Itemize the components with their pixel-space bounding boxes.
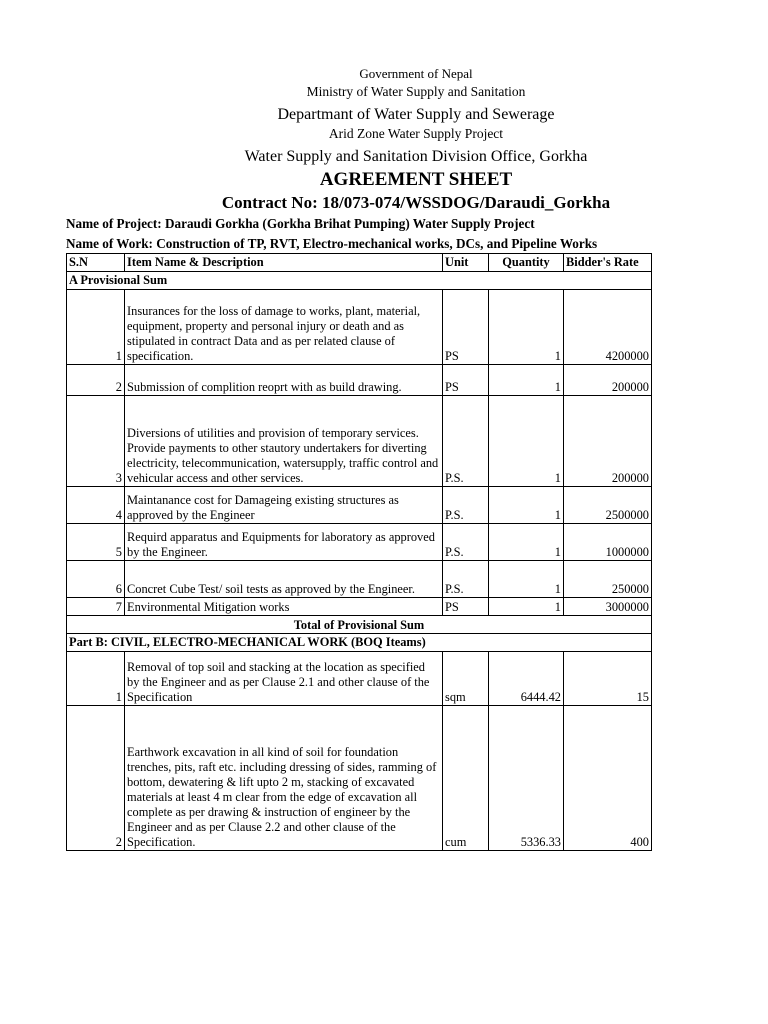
quantity-cell: 1 — [489, 365, 564, 396]
unit-cell: P.S. — [443, 561, 489, 598]
rate-cell: 3000000 — [564, 598, 652, 616]
description-cell: Maintanance cost for Damageing existing structures as approved by the Engineer — [125, 487, 443, 524]
sn-cell: 1 — [67, 652, 125, 706]
table-row — [67, 487, 652, 524]
unit-cell: sqm — [443, 652, 489, 706]
sn-cell: 1 — [67, 290, 125, 365]
sn-cell: 5 — [67, 524, 125, 561]
section-title: Part B: CIVIL, ELECTRO-MECHANICAL WORK (BOQ Iteams) — [67, 634, 652, 652]
contract-number: Contract No: 18/073-074/WSSDOG/Daraudi_Gorkha — [221, 193, 611, 212]
sn-cell: 6 — [67, 561, 125, 598]
total-label: Total of Provisional Sum — [67, 616, 652, 634]
project-line: Arid Zone Water Supply Project — [328, 126, 504, 141]
section-row — [67, 272, 652, 290]
project-name: Name of Project: Daraudi Gorkha (Gorkha Brihat Pumping) Water Supply Project — [66, 216, 535, 231]
document-title: AGREEMENT SHEET — [319, 169, 513, 190]
sn-cell: 4 — [67, 487, 125, 524]
unit-cell: PS — [443, 290, 489, 365]
unit-cell: PS — [443, 365, 489, 396]
rate-cell: 200000 — [564, 365, 652, 396]
unit-cell: P.S. — [443, 524, 489, 561]
description-cell: Submission of complition reoprt with as build drawing. — [125, 365, 443, 396]
ministry-line: Ministry of Water Supply and Sanitation — [306, 84, 526, 99]
total-row — [67, 616, 652, 634]
quantity-cell: 6444.42 — [489, 652, 564, 706]
section-title: A Provisional Sum — [67, 272, 652, 290]
description-cell: Requird apparatus and Equipments for laboratory as approved by the Engineer. — [125, 524, 443, 561]
rate-cell: 4200000 — [564, 290, 652, 365]
quantity-cell: 1 — [489, 598, 564, 616]
rate-cell: 15 — [564, 652, 652, 706]
section-row — [67, 634, 652, 652]
rate-cell: 200000 — [564, 396, 652, 487]
table-row — [67, 652, 652, 706]
rate-cell: 250000 — [564, 561, 652, 598]
rate-cell: 2500000 — [564, 487, 652, 524]
table-row — [67, 396, 652, 487]
agreement-table — [66, 253, 652, 851]
government-line: Government of Nepal — [359, 66, 473, 81]
quantity-cell: 5336.33 — [489, 706, 564, 851]
table-row — [67, 561, 652, 598]
quantity-cell: 1 — [489, 396, 564, 487]
rate-cell: 400 — [564, 706, 652, 851]
description-cell: Removal of top soil and stacking at the location as specified by the Engineer and as per Clause 2.1 and other clause of the Specification — [125, 652, 443, 706]
department-line: Departmant of Water Supply and Sewerage — [277, 106, 555, 123]
table-row — [67, 290, 652, 365]
description-cell: Earthwork excavation in all kind of soil for foundation trenches, pits, raft etc. including dressing of sides, ramming of bottom, dewatering & lift upto 2 m, stacking of excavated materials at least 4 m clear from the edge of excavation all complete as per drawing & instruction of engineer by the Engineer and as per Clause 2.2 and other clause of the Specification. — [125, 706, 443, 851]
column-header: Item Name & Description — [125, 254, 443, 272]
sn-cell: 7 — [67, 598, 125, 616]
description-cell: Insurances for the loss of damage to works, plant, material, equipment, property and personal injury or death and as stipulated in contract Data and as per related clause of specification. — [125, 290, 443, 365]
unit-cell: cum — [443, 706, 489, 851]
table-header-row — [67, 254, 652, 272]
table-row — [67, 598, 652, 616]
quantity-cell: 1 — [489, 524, 564, 561]
sn-cell: 2 — [67, 706, 125, 851]
table-row — [67, 524, 652, 561]
unit-cell: P.S. — [443, 487, 489, 524]
description-cell: Environmental Mitigation works — [125, 598, 443, 616]
work-name: Name of Work: Construction of TP, RVT, Electro-mechanical works, DCs, and Pipeline Works — [66, 236, 598, 251]
table-row — [67, 706, 652, 851]
column-header: Quantity — [489, 254, 564, 272]
sn-cell: 2 — [67, 365, 125, 396]
table-row — [67, 365, 652, 396]
quantity-cell: 1 — [489, 290, 564, 365]
unit-cell: PS — [443, 598, 489, 616]
rate-cell: 1000000 — [564, 524, 652, 561]
column-header: Unit — [443, 254, 489, 272]
column-header: Bidder's Rate — [564, 254, 652, 272]
description-cell: Concret Cube Test/ soil tests as approved by the Engineer. — [125, 561, 443, 598]
quantity-cell: 1 — [489, 561, 564, 598]
sn-cell: 3 — [67, 396, 125, 487]
division-office-line: Water Supply and Sanitation Division Office, Gorkha — [244, 148, 588, 165]
quantity-cell: 1 — [489, 487, 564, 524]
description-cell: Diversions of utilities and provision of temporary services. Provide payments to other stautory undertakers for diverting electricity, telecommunication, watersupply, traffic control and vehicular access and other services. — [125, 396, 443, 487]
column-header: S.N — [67, 254, 125, 272]
unit-cell: P.S. — [443, 396, 489, 487]
